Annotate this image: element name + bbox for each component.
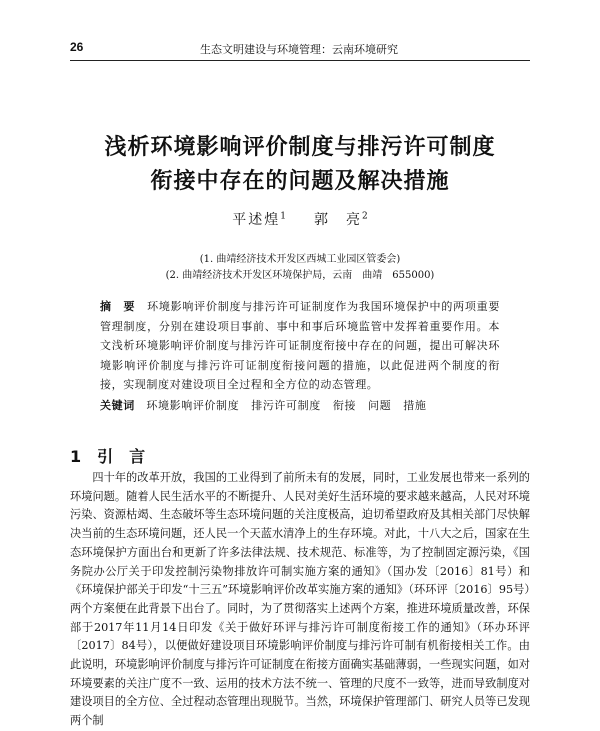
paper-title-line-1: 浅析环境影响评价制度与排污许可制度 [104,134,496,160]
keyword: 衔接 [332,399,357,412]
body-paragraph: 四十年的改革开放，我国的工业得到了前所未有的发展，同时，工业发展也带来一系列的环境问题。随着人民生活水平的不断提升、人民对美好生活环境的要求越来越高，人民对环境污染、资源枯竭、生态破坏等生态环境问题的关注度极高，迫切希望政府及其相关部门尽快解决当前的生态环境问题，还人民一个天蓝水清净上的生存环境。对此，十八大之后，国家在生态环境保护方面出台和更新了许多法律法规、技术规范、标准等，为了控制固定源污染，《国务院办公厅关于印发控制污染物排放许可制实施方案的通知》（国办发〔2016〕81号）和《环境保护部关于印发“十三五”环境影响评价改革实施方案的通知》（环环评〔2016〕95号）两个方案便在此背景下出台了。同时，为了贯彻落实上述两个方案，推进环境质量改善，环保部于2017年11月14日印发《关于做好环评与排污许可制度衔接工作的通知》（环办环评〔2017〕84号），以便做好建设项目环境影响评价制度与排污许可制有机衔接相关工作。由此说明，环境影响评价制度与排污许可证制度在衔接方面确实基础薄弱，一些现实问题，如对环境要素的关注广度不一致、运用的技术方法不统一、管理的尺度不一致等，进而导致制度对建设项目的全方位、全过程动态管理出现脱节。当然，环境保护管理部门、研究人员等已发现两个制 [70,471,530,728]
keywords [100,397,500,413]
running-header: 生态文明建设与环境管理：云南环境研究 [200,43,398,56]
section-heading [70,444,145,467]
affiliation: (1. 曲靖经济技术开发区西城工业园区管委会) [199,254,401,265]
keyword: 问题 [368,399,392,412]
author-name: 郭 亮 [314,212,362,228]
header-rule [70,60,530,61]
abstract [100,297,500,395]
keyword: 排污许可制度 [251,399,321,412]
author-list [0,209,600,229]
author-affiliation-mark: 1 [280,211,286,222]
page-number: 26 [70,40,84,54]
section-title: 引 言 [97,447,146,466]
abstract-text: 环境影响评价制度与排污许可证制度作为我国环境保护中的两项重要管理制度，分别在建设项目事前、事中和事后环境监管中发挥着重要作用。本文浅析环境影响评价制度与排污许可证制度衔接中存在的问题，提出可解决环境影响评价制度与排污许可证制度衔接问题的措施，以此促进两个制度的衔接，实现制度对建设项目全过程和全方位的动态管理。 [100,300,500,391]
keywords-label: 关键词 [100,399,135,412]
author-affiliation-mark: 2 [362,211,368,222]
keyword: 措施 [403,399,427,412]
paper-title-line-2: 衔接中存在的问题及解决措施 [150,168,450,194]
keyword: 环境影响评价制度 [146,399,240,412]
author-name: 平述煌 [232,212,281,228]
section-number: 1 [70,447,82,466]
abstract-label: 摘 要 [100,300,136,313]
paper-title [70,130,530,198]
affiliation: (2. 曲靖经济技术开发区环境保护局，云南 曲靖 655000) [165,270,435,281]
